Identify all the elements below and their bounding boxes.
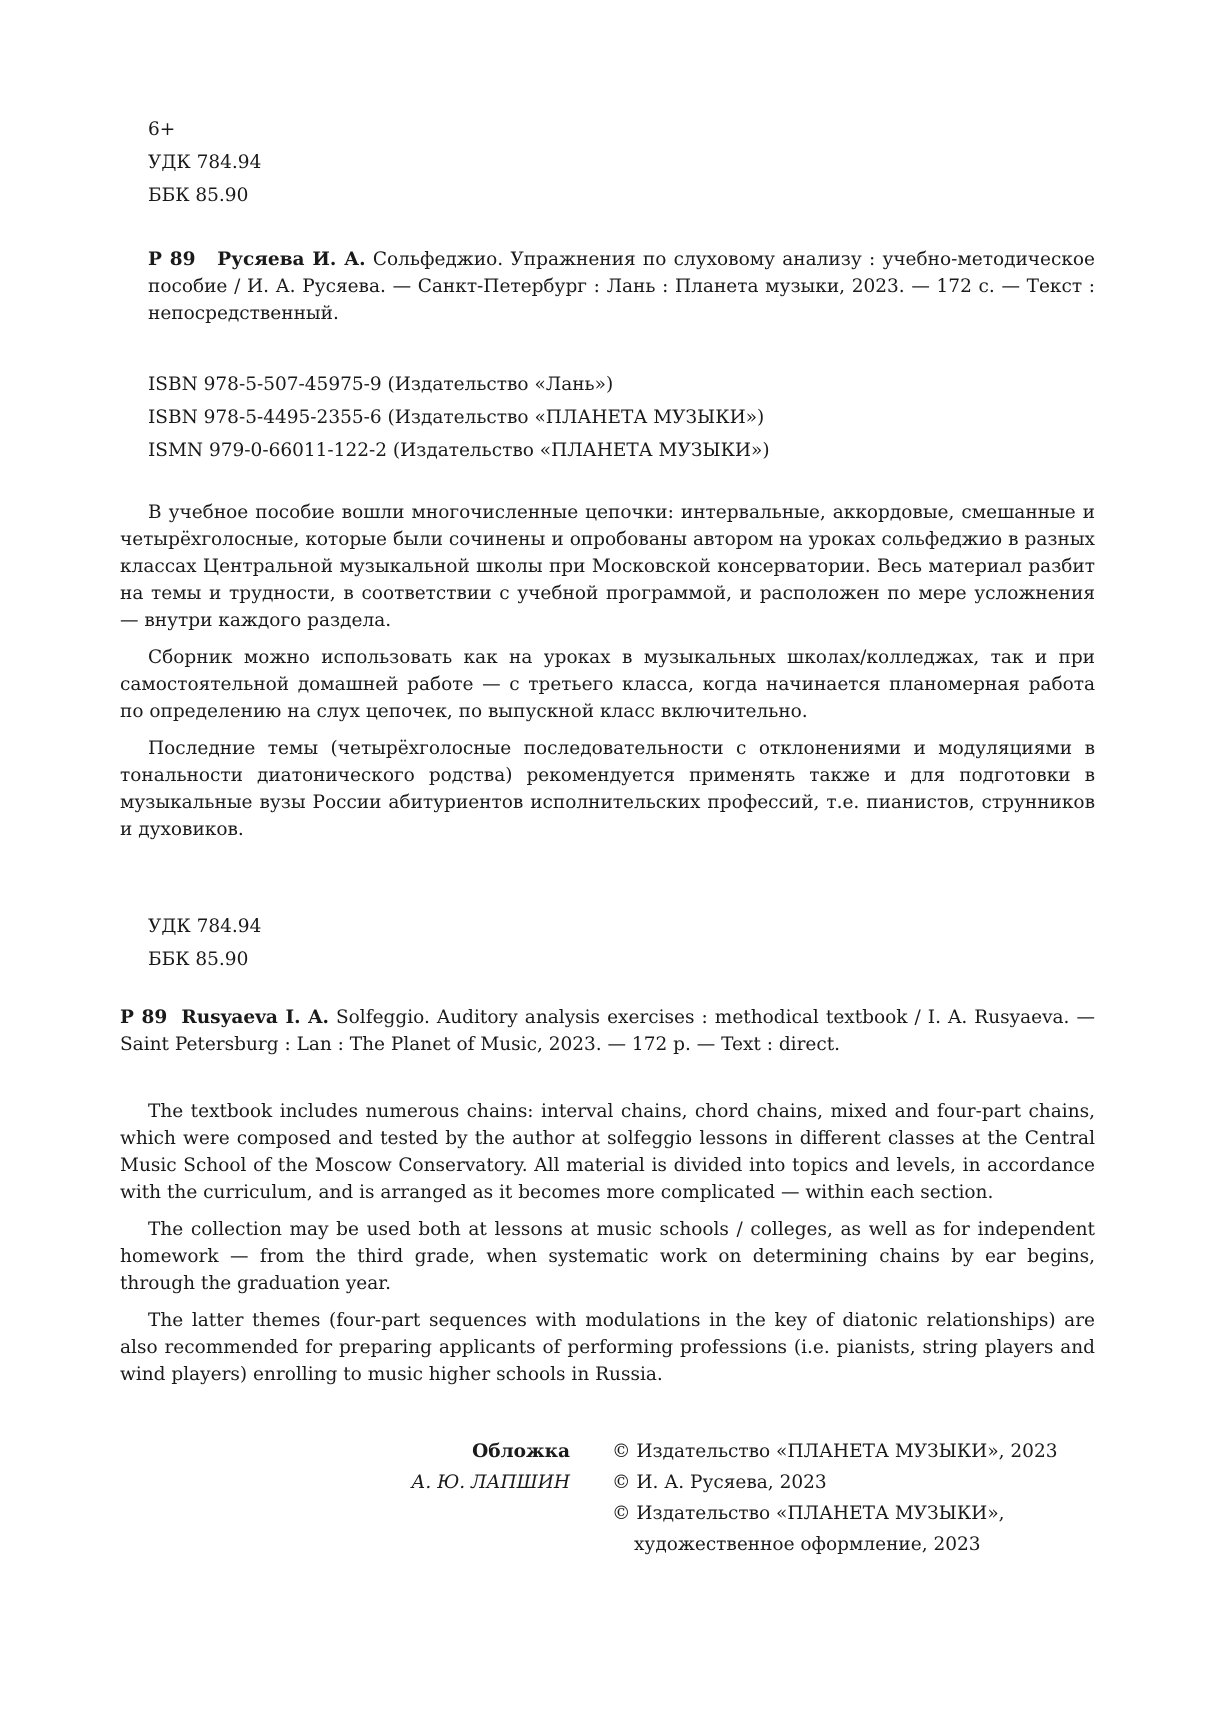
classification-codes-bottom bbox=[148, 910, 261, 976]
isbn-list bbox=[148, 368, 770, 467]
copyright-publisher: © Издательство «ПЛАНЕТА МУЗЫКИ», 2023 bbox=[612, 1441, 1058, 1462]
copyright-design-note: художественное оформление, 2023 bbox=[634, 1534, 981, 1555]
abstract-paragraph: The collection may be used both at lessons at music schools / colleges, as well as for independent homework — from the third grade, when systematic work on determining chains by ear begins, through the graduation year. bbox=[120, 1219, 1095, 1294]
cover-artist: А. Ю. ЛАПШИН bbox=[411, 1472, 570, 1493]
abstract-en bbox=[120, 1098, 1095, 1398]
abstract-paragraph: В учебное пособие вошли многочисленные цепочки: интервальные, аккордовые, смешанные и четырёхголосные, которые были сочинены и опробованы автором на уроках сольфеджио в разных классах Центральной музыкальной школы при Московской консерватории. Весь материал разбит на темы и трудности, в соответствии с учебной программой, и расположен по мере усложнения — внутри каждого раздела. bbox=[120, 502, 1095, 631]
classification-codes-top bbox=[148, 113, 261, 212]
author-name: Русяева И. А. bbox=[217, 249, 366, 270]
age-rating: 6+ bbox=[148, 119, 176, 140]
udk-code: УДК 784.94 bbox=[148, 152, 262, 173]
copyright-design: © Издательство «ПЛАНЕТА МУЗЫКИ», bbox=[612, 1503, 1005, 1524]
bbk-code: ББК 85.90 bbox=[148, 949, 249, 970]
bibliographic-entry-en bbox=[120, 1004, 1095, 1068]
abstract-paragraph: Сборник можно использовать как на уроках в музыкальных школах/колледжах, так и при самостоятельной домашней работе — с третьего класса, когда начинается планомерная работа по определению на слух цепочек, по выпускной класс включительно. bbox=[120, 647, 1095, 722]
bibliographic-text: Сольфеджио. Упражнения по слуховому анализу : учебно-методическое пособие / И. А. Русяева. — Санкт-Петербург : Лань : Планета музыки, 2023. — 172 с. — Текст : непосредственный. bbox=[148, 249, 1095, 324]
author-index: Р 89 bbox=[148, 249, 196, 270]
abstract-paragraph: The textbook includes numerous chains: interval chains, chord chains, mixed and four-part chains, which were composed and tested by the author at solfeggio lessons in different classes at the Central Music School of the Moscow Conservatory. All material is divided into topics and levels, in accordance with the curriculum, and is arranged as it becomes more complicated — within each section. bbox=[120, 1101, 1095, 1203]
ismn-planeta: ISMN 979-0-66011-122-2 (Издательство «ПЛАНЕТА МУЗЫКИ») bbox=[148, 440, 770, 461]
isbn-lan: ISBN 978-5-507-45975-9 (Издательство «Лань») bbox=[148, 374, 614, 395]
cover-credit bbox=[360, 1436, 570, 1498]
cover-label: Обложка bbox=[472, 1441, 570, 1462]
abstract-paragraph: The latter themes (four-part sequences with modulations in the key of diatonic relationships) are also recommended for preparing applicants of performing professions (i.e. pianists, string players and wind players) enrolling to music higher schools in Russia. bbox=[120, 1310, 1095, 1385]
abstract-ru bbox=[120, 499, 1095, 853]
bibliographic-paragraph bbox=[120, 1004, 1095, 1058]
bibliographic-entry-ru bbox=[148, 246, 1095, 327]
author-name: Rusyaeva I. A. bbox=[181, 1007, 329, 1028]
abstract-paragraph: Последние темы (четырёхголосные последовательности с отклонениями и модуляциями в тональности диатонического родства) рекомендуется применять также и для подготовки в музыкальные вузы России абитуриентов исполнительских профессий, т.е. пианистов, струнников и духовиков. bbox=[120, 738, 1095, 840]
author-index: Р 89 bbox=[120, 1007, 168, 1028]
bbk-code: ББК 85.90 bbox=[148, 185, 249, 206]
copyright-block bbox=[612, 1436, 1057, 1560]
bibliographic-text: Solfeggio. Auditory analysis exercises : methodical textbook / I. A. Rusyaeva. — Saint Petersburg : Lan : The Planet of Music, 2023. — 172 p. — Text : direct. bbox=[120, 1007, 1095, 1055]
udk-code: УДК 784.94 bbox=[148, 916, 262, 937]
isbn-planeta: ISBN 978-5-4495-2355-6 (Издательство «ПЛАНЕТА МУЗЫКИ») bbox=[148, 407, 765, 428]
copyright-author: © И. А. Русяева, 2023 bbox=[612, 1472, 827, 1493]
